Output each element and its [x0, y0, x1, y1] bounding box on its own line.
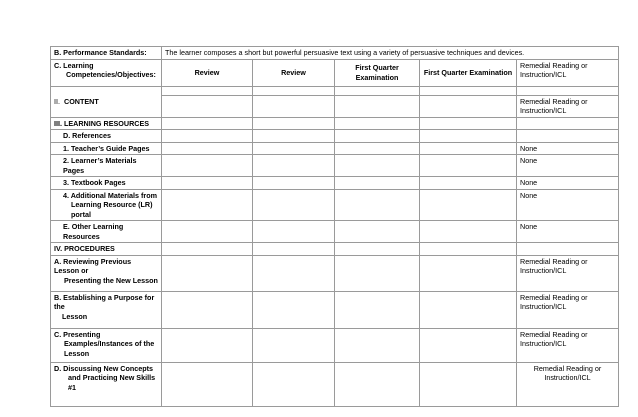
competencies-remedial-cell — [517, 59, 619, 86]
textbook-pages-label: 3. Textbook Pages — [51, 177, 162, 190]
empty-cell — [253, 95, 335, 117]
learners-materials-value: None — [517, 155, 619, 177]
procedure-label — [51, 362, 162, 406]
procedure-remedial-cell — [517, 291, 619, 328]
procedure-label-line2: Presenting the New Lesson — [64, 275, 158, 285]
remedial-text-line1: Remedial Reading or — [533, 363, 602, 373]
content-spacer-row — [51, 86, 619, 95]
procedure-label-line2: Lesson — [62, 311, 88, 321]
procedure-label-line3: Lesson — [64, 348, 90, 358]
lr-portal-line3: portal — [71, 209, 91, 219]
remedial-text-line2: Instruction/ICL — [520, 302, 567, 311]
procedures-header: IV. PROCEDURES — [51, 243, 162, 256]
learning-resources-header-row — [51, 117, 619, 130]
textbook-pages-value: None — [517, 177, 619, 190]
procedure-row — [51, 328, 619, 362]
resource-row — [51, 142, 619, 155]
performance-standards-label: B. Performance Standards: — [51, 47, 162, 60]
remedial-text-line1: Remedial Reading or — [520, 256, 588, 266]
procedure-label-line1: D. Discussing New Concepts — [54, 363, 154, 373]
remedial-text-line1: Remedial Reading or — [520, 60, 588, 70]
empty-cell — [253, 86, 335, 95]
remedial-text-line2: Instruction/ICL — [520, 106, 567, 115]
teachers-guide-label: 1. Teacher’s Guide Pages — [51, 142, 162, 155]
competencies-label — [51, 59, 162, 86]
content-numeral: II. — [54, 96, 60, 106]
remedial-text-line2: Instruction/ICL — [520, 339, 567, 348]
performance-standards-row — [51, 47, 619, 60]
content-label: CONTENT — [64, 96, 99, 106]
column-header-review-2: Review — [253, 59, 335, 86]
other-resources-row — [51, 221, 619, 243]
procedure-remedial-cell — [517, 362, 619, 406]
remedial-text-line1: Remedial Reading or — [520, 96, 588, 106]
lr-portal-line2: Learning Resource (LR) — [71, 200, 153, 209]
competencies-label-line2: Competencies/Objectives: — [66, 70, 156, 79]
performance-standards-text: The learner composes a short but powerful persuasive text using a variety of persuasive techniques and devices. — [162, 47, 619, 60]
resource-row — [51, 155, 619, 177]
procedure-label-line2: and Practicing New Skills #1 — [68, 373, 156, 392]
empty-cell — [162, 95, 253, 117]
empty-cell — [420, 95, 517, 117]
resource-row — [51, 177, 619, 190]
procedure-row — [51, 255, 619, 291]
lr-portal-label — [51, 189, 162, 221]
lr-portal-value: None — [517, 189, 619, 221]
procedure-label — [51, 328, 162, 362]
procedure-remedial-cell — [517, 328, 619, 362]
column-header-review-1: Review — [162, 59, 253, 86]
procedures-header-row — [51, 243, 619, 256]
competencies-row — [51, 59, 619, 86]
empty-cell — [335, 95, 420, 117]
procedure-label-line2: Examples/Instances of the — [64, 339, 155, 348]
remedial-text-line1: Remedial Reading or — [520, 329, 588, 339]
references-label: D. References — [51, 130, 162, 143]
column-header-exam-1: First Quarter Examination — [335, 59, 420, 86]
procedure-row — [51, 291, 619, 328]
lr-portal-line1: 4. Additional Materials from — [63, 190, 157, 200]
procedure-label — [51, 291, 162, 328]
column-header-exam-2: First Quarter Examination — [420, 59, 517, 86]
remedial-text-line1: Remedial Reading or — [520, 292, 588, 302]
lesson-log-table — [50, 46, 619, 407]
content-label-cell — [51, 86, 162, 117]
procedure-label-line1: B. Establishing a Purpose for the — [54, 292, 155, 311]
procedure-label-line1: A. Reviewing Previous Lesson or — [54, 256, 132, 275]
learners-materials-label: 2. Learner’s Materials Pages — [51, 155, 162, 177]
empty-cell — [162, 86, 253, 95]
procedure-row — [51, 362, 619, 406]
remedial-text-line2: Instruction/ICL — [520, 266, 567, 275]
remedial-text-line2: Instruction/ICL — [544, 373, 591, 382]
competencies-label-line1: C. Learning — [54, 60, 94, 70]
references-row — [51, 130, 619, 143]
empty-cell — [420, 86, 517, 95]
lr-portal-row — [51, 189, 619, 221]
empty-cell — [335, 86, 420, 95]
procedure-label — [51, 255, 162, 291]
learning-resources-header: III. LEARNING RESOURCES — [51, 117, 162, 130]
teachers-guide-value: None — [517, 142, 619, 155]
remedial-text-line2: Instruction/ICL — [520, 70, 567, 79]
procedure-label-line1: C. Presenting — [54, 329, 101, 339]
empty-cell — [517, 86, 619, 95]
content-remedial-cell — [517, 95, 619, 117]
procedure-remedial-cell — [517, 255, 619, 291]
other-resources-label: E. Other Learning Resources — [51, 221, 162, 243]
other-resources-value: None — [517, 221, 619, 243]
